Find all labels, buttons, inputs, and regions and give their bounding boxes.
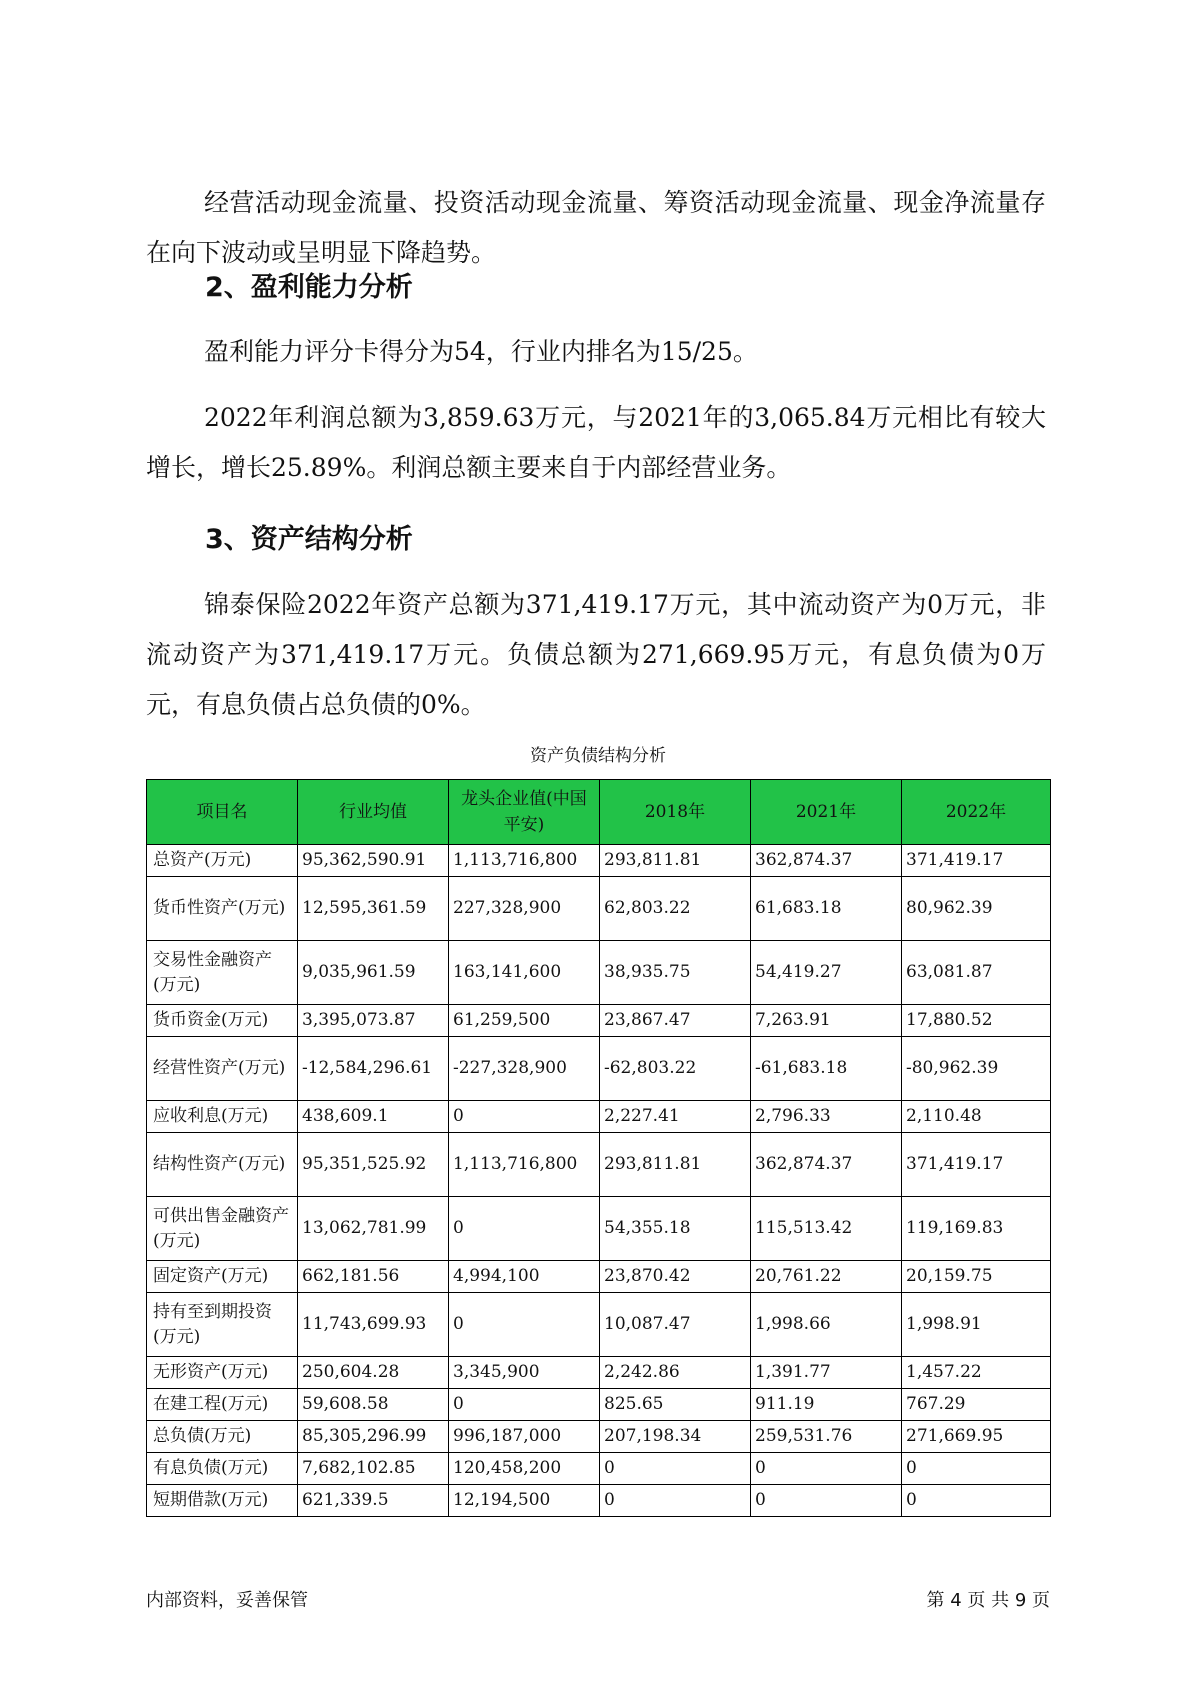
cell-2022: 0 [902, 1485, 1051, 1517]
table-row [147, 1389, 1051, 1421]
cell-item-name: 有息负债(万元) [147, 1453, 298, 1485]
header-2021: 2021年 [751, 780, 902, 845]
paragraph-assets: 锦泰保险2022年资产总额为371,419.17万元，其中流动资产为0万元，非流动资产为371,419.17万元。负债总额为271,669.95万元，有息负债为0万元，有息负债占总负债的0%。 [146, 590, 1046, 719]
footer-confidential-note: 内部资料，妥善保管 [146, 1590, 308, 1611]
cell-2018: 23,870.42 [600, 1261, 751, 1293]
cell-item-name: 固定资产(万元) [147, 1261, 298, 1293]
cell-leader-value: -227,328,900 [449, 1037, 600, 1101]
balance-sheet-table [146, 779, 1051, 1517]
cell-2018: 207,198.34 [600, 1421, 751, 1453]
cell-item-name: 货币资金(万元) [147, 1005, 298, 1037]
cell-2021: 7,263.91 [751, 1005, 902, 1037]
cell-item-name: 总负债(万元) [147, 1421, 298, 1453]
cell-industry-avg: 662,181.56 [298, 1261, 449, 1293]
cell-item-name: 短期借款(万元) [147, 1485, 298, 1517]
table-row [147, 1293, 1051, 1357]
cell-2021: -61,683.18 [751, 1037, 902, 1101]
cell-industry-avg: 9,035,961.59 [298, 941, 449, 1005]
table-caption: 资产负债结构分析 [530, 746, 666, 766]
cell-2021: 2,796.33 [751, 1101, 902, 1133]
cell-leader-value: 0 [449, 1101, 600, 1133]
cell-2022: 371,419.17 [902, 845, 1051, 877]
heading-asset-structure: 3、资产结构分析 [205, 524, 413, 555]
cell-2021: 115,513.42 [751, 1197, 902, 1261]
cell-2022: 271,669.95 [902, 1421, 1051, 1453]
paragraph-profit: 2022年利润总额为3,859.63万元，与2021年的3,065.84万元相比有较大增长，增长25.89%。利润总额主要来自于内部经营业务。 [146, 403, 1046, 482]
cell-2018: 23,867.47 [600, 1005, 751, 1037]
cell-leader-value: 0 [449, 1389, 600, 1421]
table-row [147, 1453, 1051, 1485]
cell-2022: 17,880.52 [902, 1005, 1051, 1037]
cell-item-name: 交易性金融资产(万元) [147, 941, 298, 1005]
cell-2022: -80,962.39 [902, 1037, 1051, 1101]
cell-industry-avg: 12,595,361.59 [298, 877, 449, 941]
header-item-name: 项目名 [147, 780, 298, 845]
cell-item-name: 货币性资产(万元) [147, 877, 298, 941]
table-row [147, 1421, 1051, 1453]
table-row [147, 1357, 1051, 1389]
cell-industry-avg: -12,584,296.61 [298, 1037, 449, 1101]
cell-leader-value: 3,345,900 [449, 1357, 600, 1389]
cell-2021: 362,874.37 [751, 1133, 902, 1197]
cell-2018: 62,803.22 [600, 877, 751, 941]
cell-2018: 10,087.47 [600, 1293, 751, 1357]
cell-item-name: 总资产(万元) [147, 845, 298, 877]
cell-2021: 911.19 [751, 1389, 902, 1421]
cell-leader-value: 0 [449, 1197, 600, 1261]
table-row [147, 877, 1051, 941]
cell-item-name: 应收利息(万元) [147, 1101, 298, 1133]
cell-2021: 0 [751, 1485, 902, 1517]
cell-item-name: 无形资产(万元) [147, 1357, 298, 1389]
cell-industry-avg: 95,362,590.91 [298, 845, 449, 877]
cell-2018: 293,811.81 [600, 845, 751, 877]
cell-2022: 767.29 [902, 1389, 1051, 1421]
cell-2022: 1,998.91 [902, 1293, 1051, 1357]
header-2018: 2018年 [600, 780, 751, 845]
cell-leader-value: 227,328,900 [449, 877, 600, 941]
cell-leader-value: 0 [449, 1293, 600, 1357]
cell-2022: 119,169.83 [902, 1197, 1051, 1261]
cell-leader-value: 4,994,100 [449, 1261, 600, 1293]
header-industry-avg: 行业均值 [298, 780, 449, 845]
cell-item-name: 可供出售金融资产(万元) [147, 1197, 298, 1261]
table-row [147, 1101, 1051, 1133]
table-row [147, 1261, 1051, 1293]
cell-2022: 0 [902, 1453, 1051, 1485]
table-row [147, 1197, 1051, 1261]
cell-2018: 0 [600, 1453, 751, 1485]
cell-industry-avg: 13,062,781.99 [298, 1197, 449, 1261]
cell-2021: 61,683.18 [751, 877, 902, 941]
table-row [147, 1485, 1051, 1517]
cell-item-name: 持有至到期投资(万元) [147, 1293, 298, 1357]
cell-2018: 293,811.81 [600, 1133, 751, 1197]
cell-2021: 259,531.76 [751, 1421, 902, 1453]
cell-2022: 80,962.39 [902, 877, 1051, 941]
cell-leader-value: 996,187,000 [449, 1421, 600, 1453]
cell-industry-avg: 85,305,296.99 [298, 1421, 449, 1453]
cell-industry-avg: 621,339.5 [298, 1485, 449, 1517]
cell-2018: 825.65 [600, 1389, 751, 1421]
cell-2021: 1,391.77 [751, 1357, 902, 1389]
cell-2022: 63,081.87 [902, 941, 1051, 1005]
cell-2018: 38,935.75 [600, 941, 751, 1005]
table-row [147, 1133, 1051, 1197]
heading-profitability: 2、盈利能力分析 [205, 272, 413, 303]
cell-2018: 54,355.18 [600, 1197, 751, 1261]
table-row [147, 941, 1051, 1005]
cell-2018: 2,227.41 [600, 1101, 751, 1133]
cell-industry-avg: 95,351,525.92 [298, 1133, 449, 1197]
cell-item-name: 在建工程(万元) [147, 1389, 298, 1421]
cell-industry-avg: 438,609.1 [298, 1101, 449, 1133]
cell-2018: -62,803.22 [600, 1037, 751, 1101]
cell-2021: 20,761.22 [751, 1261, 902, 1293]
cell-2022: 371,419.17 [902, 1133, 1051, 1197]
cell-2022: 1,457.22 [902, 1357, 1051, 1389]
table-header-row [147, 780, 1051, 845]
cell-leader-value: 163,141,600 [449, 941, 600, 1005]
cell-industry-avg: 3,395,073.87 [298, 1005, 449, 1037]
cell-item-name: 经营性资产(万元) [147, 1037, 298, 1101]
cell-2018: 0 [600, 1485, 751, 1517]
cell-2018: 2,242.86 [600, 1357, 751, 1389]
cell-2021: 0 [751, 1453, 902, 1485]
cell-2022: 2,110.48 [902, 1101, 1051, 1133]
cell-industry-avg: 7,682,102.85 [298, 1453, 449, 1485]
cell-industry-avg: 11,743,699.93 [298, 1293, 449, 1357]
cell-item-name: 结构性资产(万元) [147, 1133, 298, 1197]
cell-2022: 20,159.75 [902, 1261, 1051, 1293]
cell-leader-value: 120,458,200 [449, 1453, 600, 1485]
cell-2021: 54,419.27 [751, 941, 902, 1005]
cell-leader-value: 12,194,500 [449, 1485, 600, 1517]
cell-industry-avg: 250,604.28 [298, 1357, 449, 1389]
paragraph-cashflow: 经营活动现金流量、投资活动现金流量、筹资活动现金流量、现金净流量存在向下波动或呈明显下降趋势。 [146, 188, 1046, 267]
table-row [147, 1005, 1051, 1037]
cell-2021: 1,998.66 [751, 1293, 902, 1357]
cell-leader-value: 1,113,716,800 [449, 845, 600, 877]
cell-leader-value: 61,259,500 [449, 1005, 600, 1037]
cell-industry-avg: 59,608.58 [298, 1389, 449, 1421]
table-row [147, 1037, 1051, 1101]
cell-leader-value: 1,113,716,800 [449, 1133, 600, 1197]
header-2022: 2022年 [902, 780, 1051, 845]
cell-2021: 362,874.37 [751, 845, 902, 877]
table-row [147, 845, 1051, 877]
header-leader-value: 龙头企业值(中国平安) [449, 780, 600, 845]
footer-page-number: 第 4 页 共 9 页 [926, 1590, 1050, 1611]
paragraph-score: 盈利能力评分卡得分为54，行业内排名为15/25。 [204, 337, 758, 366]
